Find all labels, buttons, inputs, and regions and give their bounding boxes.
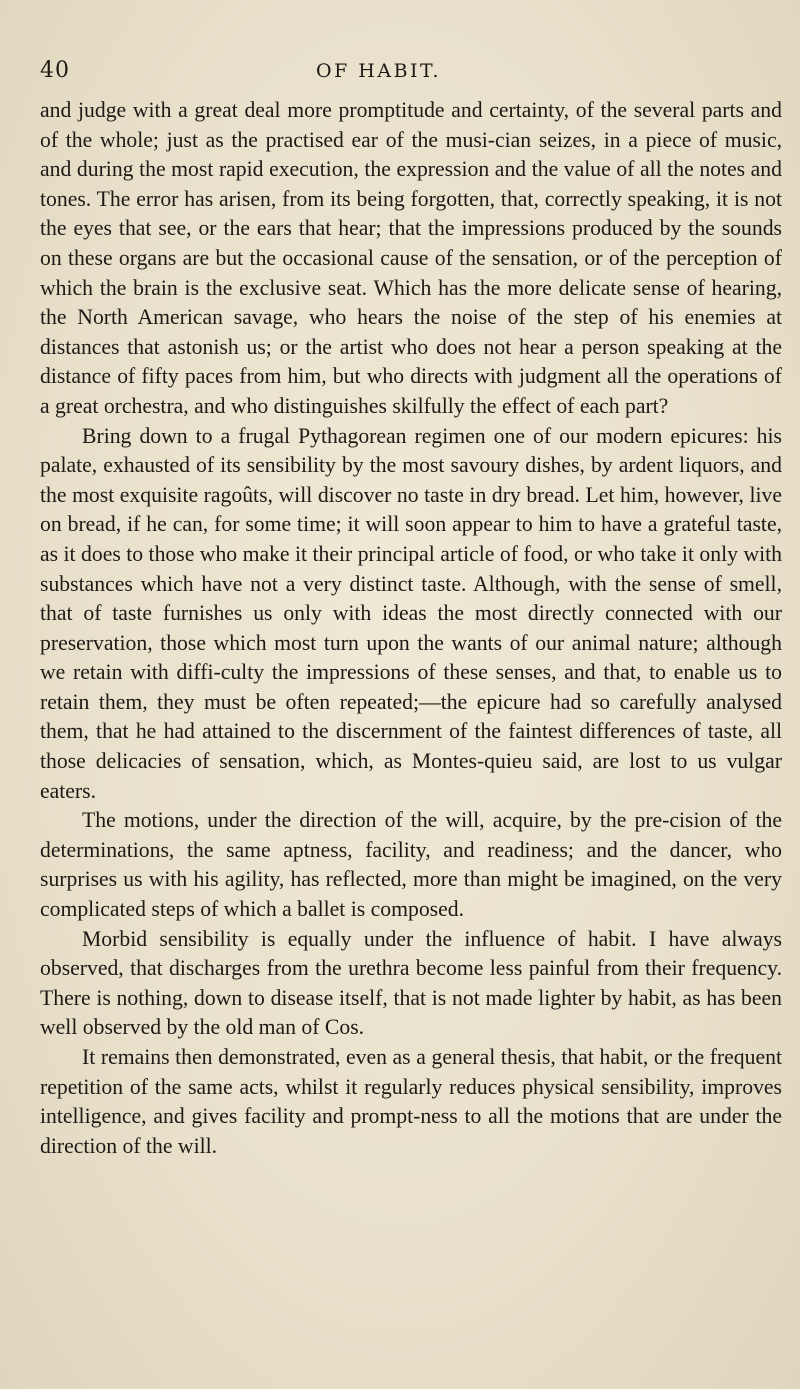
running-title: OF HABIT.	[316, 60, 441, 82]
page-number: 40	[40, 58, 70, 83]
body-text	[40, 96, 782, 1161]
paragraph: Morbid sensibility is equally under the influence of habit. I have always observed, that discharges from the urethra become less painful from their frequency. There is nothing, down to disease itself, that is not made lighter by habit, as has been well observed by the old man of Cos.	[40, 926, 782, 1040]
paragraph-continuation: and judge with a great deal more promptitude and certainty, of the several parts and of the whole; just as the practised ear of the musi-cian seizes, in a piece of music, and during the most rapid execution, the expression and the value of all the notes and tones. The error has arisen, from its being forgotten, that, correctly speaking, it is not the eyes that see, or the ears that hear; that the impressions produced by the sounds on these organs are but the occasional cause of the sensation, or of the perception of which the brain is the exclusive seat. Which has the more delicate sense of hearing, the North American savage, who hears the noise of the step of his enemies at distances that astonish us; or the artist who does not hear a person speaking at the distance of fifty paces from him, but who directs with judgment all the operations of a great orchestra, and who distinguishes skilfully the effect of each part?	[40, 98, 782, 418]
paragraph: Bring down to a frugal Pythagorean regimen one of our modern epicures: his palate, exhausted of its sensibility by the most savoury dishes, by ardent liquors, and the most exquisite ragoûts, will discover no taste in dry bread. Let him, however, live on bread, if he can, for some time; it will soon appear to him to have a grateful taste, as it does to those who make it their principal article of food, or who take it only with substances which have not a very distinct taste. Although, with the sense of smell, that of taste furnishes us only with ideas the most directly connected with our preservation, those which most turn upon the wants of our animal nature; although we retain with diffi-culty the impressions of these senses, and that, to enable us to retain them, they must be often repeated;—the epicure had so carefully analysed them, that he had attained to the discernment of the faintest differences of taste, all those delicacies of sensation, which, as Montes-quieu said, are lost to us vulgar eaters.	[40, 423, 782, 803]
running-head	[40, 58, 780, 88]
paragraph: The motions, under the direction of the will, acquire, by the pre-cision of the determinations, the same aptness, facility, and readiness; and the dancer, who surprises us with his agility, has reflected, more than might be imagined, on the very complicated steps of which a ballet is composed.	[40, 808, 782, 922]
paragraph: It remains then demonstrated, even as a general thesis, that habit, or the frequent repetition of the same acts, whilst it regularly reduces physical sensibility, improves intelligence, and gives facility and prompt-ness to all the motions that are under the direction of the will.	[40, 1045, 782, 1158]
